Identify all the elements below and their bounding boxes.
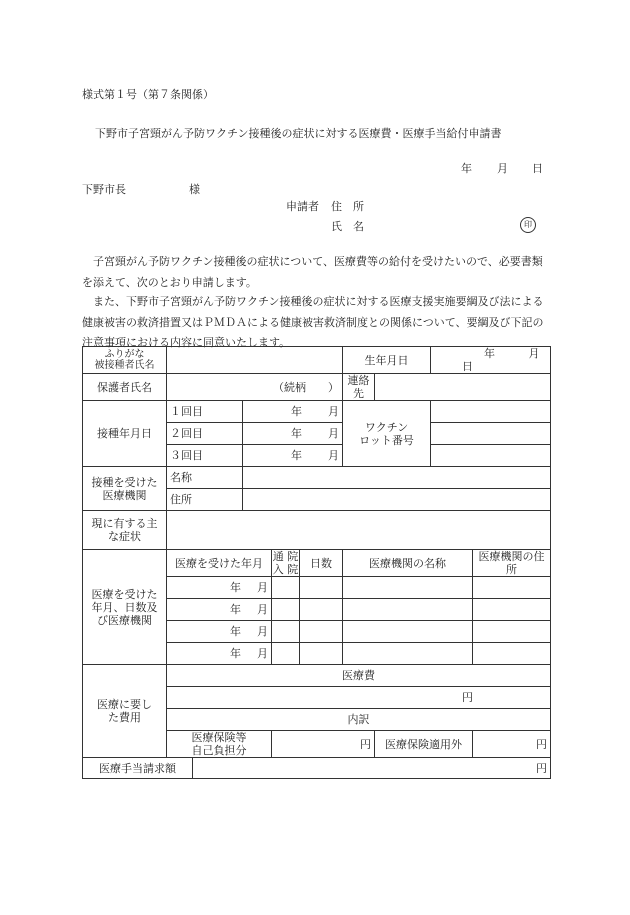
vaccinee-label-cell [83, 347, 167, 374]
treat-inst-address-header: 医療機関の住所 [473, 550, 551, 577]
addressee-honorific: 様 [189, 183, 200, 196]
treatment-4-inst-address[interactable] [473, 643, 551, 665]
dose-1-year: 年 [291, 405, 303, 418]
lot-number-field-1[interactable] [431, 401, 551, 423]
copay-label [167, 731, 272, 758]
treatment-3-type[interactable] [272, 621, 300, 643]
treatment-label [83, 550, 167, 665]
treatment-label-line1: 医療を受けた [91, 587, 158, 601]
paragraph-2: また、下野市子宮頸がん予防ワクチン接種後の症状に対する医療支援実施要綱及び法による健康被害の救済措置又はＰＭＤＡによる健康被害救済制度との関係について、要綱及び下記の注意事項における内容に同意いたします。 [82, 295, 544, 349]
dose-2-month: 月 [328, 427, 340, 440]
dose-3-date[interactable] [243, 445, 343, 467]
date-day: 日 [532, 162, 543, 175]
treatment-2-month: 月 [257, 603, 268, 616]
contact-field[interactable] [375, 374, 551, 401]
dose-2-date[interactable] [243, 423, 343, 445]
dose-3-month: 月 [328, 449, 340, 462]
copay-label-line2: 自己負担分 [191, 744, 247, 757]
copay-field[interactable] [272, 731, 375, 758]
application-table [82, 346, 551, 779]
visit-type-header [272, 550, 300, 577]
guardian-field[interactable] [167, 374, 343, 401]
dose-1-month: 月 [328, 405, 340, 418]
inst-address-label: 住所 [167, 489, 243, 511]
treatment-4-inst-name[interactable] [343, 643, 473, 665]
lot-number-field-3[interactable] [431, 445, 551, 467]
treatment-4-days[interactable] [300, 643, 343, 665]
inst-address-field[interactable] [243, 489, 551, 511]
treatment-2-year: 年 [230, 603, 241, 616]
treatment-1-type[interactable] [272, 577, 300, 599]
treatment-3-inst-name[interactable] [343, 621, 473, 643]
treatment-ym-header: 医療を受けた年月 [167, 550, 272, 577]
treatment-1-month: 月 [257, 581, 268, 594]
institution-label [83, 467, 167, 511]
lot-label-line2: ロット番号 [359, 433, 414, 447]
treat-inst-name-header: 医療機関の名称 [343, 550, 473, 577]
allowance-yen: 円 [536, 761, 548, 775]
applicant-address-label: 住 所 [331, 200, 364, 213]
non-covered-field[interactable] [473, 731, 551, 758]
treatment-4-month: 月 [257, 647, 268, 660]
medical-cost-yen: 円 [462, 691, 473, 704]
treatment-3-ym[interactable] [167, 621, 272, 643]
birth-month: 月 [528, 347, 540, 360]
birth-year: 年 [484, 347, 496, 360]
treatment-1-days[interactable] [300, 577, 343, 599]
row-guardian [83, 374, 551, 401]
non-covered-yen: 円 [536, 738, 548, 751]
vaccinee-name-field[interactable] [167, 347, 343, 374]
treatment-1-inst-name[interactable] [343, 577, 473, 599]
treatment-2-inst-address[interactable] [473, 599, 551, 621]
row-dose-1 [83, 401, 551, 423]
inpatient-char-2: 院 [287, 550, 299, 563]
dose-2-label: ２回目 [167, 423, 243, 445]
dose-3-label: ３回目 [167, 445, 243, 467]
treatment-1-inst-address[interactable] [473, 577, 551, 599]
visit-type-row1 [272, 550, 299, 563]
inst-name-field[interactable] [243, 467, 551, 489]
treatment-2-inst-name[interactable] [343, 599, 473, 621]
row-symptoms [83, 511, 551, 550]
dose-1-label: １回目 [167, 401, 243, 423]
addressee-name: 下野市長 [82, 183, 126, 196]
row-vaccinee [83, 347, 551, 374]
institution-label-line2: 医療機関 [102, 488, 147, 502]
copay-yen: 円 [360, 738, 372, 751]
vaccinee-name-label: 被接種者氏名 [94, 359, 155, 371]
dose-3-year: 年 [291, 449, 303, 462]
date-year: 年 [461, 162, 472, 175]
treatment-1-year: 年 [230, 581, 241, 594]
contact-label: 連絡先 [343, 374, 375, 401]
treatment-4-year: 年 [230, 647, 241, 660]
outpatient-char-2: 院 [287, 563, 299, 576]
guardian-label: 保護者氏名 [83, 374, 167, 401]
furigana-label: ふりがな [104, 348, 145, 360]
row-allowance [83, 758, 551, 779]
form-title: 下野市子宮頸がん予防ワクチン接種後の症状に対する医療費・医療手当給付申請書 [95, 127, 502, 140]
form-number: 様式第１号（第７条関係） [82, 88, 214, 101]
institution-label-line1: 接種を受けた [91, 475, 158, 489]
lot-label-line1: ワクチン [364, 420, 409, 434]
outpatient-char-1: 通 [272, 550, 284, 563]
applicant-label: 申請者 [286, 200, 319, 213]
birth-day: 日 [462, 360, 474, 373]
treatment-2-days[interactable] [300, 599, 343, 621]
treatment-3-year: 年 [230, 625, 241, 638]
treatment-label-line3: び医療機関 [97, 613, 152, 627]
symptoms-label-line2: な症状 [108, 530, 141, 543]
lot-number-label [343, 401, 431, 467]
visit-type-row2 [272, 563, 299, 576]
non-covered-label: 医療保険適用外 [375, 731, 473, 758]
cost-label-line2: た費用 [108, 711, 141, 724]
symptoms-label [83, 511, 167, 550]
relationship-label: （続柄 ） [273, 380, 340, 394]
treatment-3-month: 月 [257, 625, 268, 638]
breakdown-header: 内訳 [167, 709, 551, 731]
inpatient-char-1: 入 [272, 563, 284, 576]
medical-cost-header: 医療費 [167, 665, 551, 687]
treatment-2-ym[interactable] [167, 599, 272, 621]
treatment-3-inst-address[interactable] [473, 621, 551, 643]
vaccination-date-label: 接種年月日 [83, 401, 167, 467]
row-medical-cost-header [83, 665, 551, 687]
symptoms-field[interactable] [167, 511, 551, 550]
allowance-label: 医療手当請求額 [83, 758, 193, 779]
cost-label-line1: 医療に要し [97, 698, 152, 711]
row-treatment-header [83, 550, 551, 577]
birth-date-label: 生年月日 [343, 347, 431, 374]
row-institution-name [83, 467, 551, 489]
lot-number-field-2[interactable] [431, 423, 551, 445]
dose-1-date[interactable] [243, 401, 343, 423]
treatment-2-type[interactable] [272, 599, 300, 621]
cost-label [83, 665, 167, 758]
date-month: 月 [497, 162, 508, 175]
treatment-label-line2: 年月、日数及 [91, 600, 158, 614]
dose-2-year: 年 [291, 427, 303, 440]
copay-label-line1: 医療保険等 [191, 731, 247, 744]
birth-date-field[interactable] [431, 347, 551, 374]
treatment-1-ym[interactable] [167, 577, 272, 599]
symptoms-label-line1: 現に有する主 [91, 517, 158, 530]
applicant-name-label: 氏 名 [331, 220, 364, 233]
medical-cost-field[interactable] [167, 687, 551, 709]
seal-mark: 印 [520, 217, 536, 233]
treatment-3-days[interactable] [300, 621, 343, 643]
days-header: 日数 [300, 550, 343, 577]
treatment-4-ym[interactable] [167, 643, 272, 665]
inst-name-label: 名称 [167, 467, 243, 489]
paragraph-1: 子宮頸がん予防ワクチン接種後の症状について、医療費等の給付を受けたいので、必要書類を添えて、次のとおり申請します。 [82, 255, 543, 289]
treatment-4-type[interactable] [272, 643, 300, 665]
allowance-field[interactable] [193, 758, 551, 779]
